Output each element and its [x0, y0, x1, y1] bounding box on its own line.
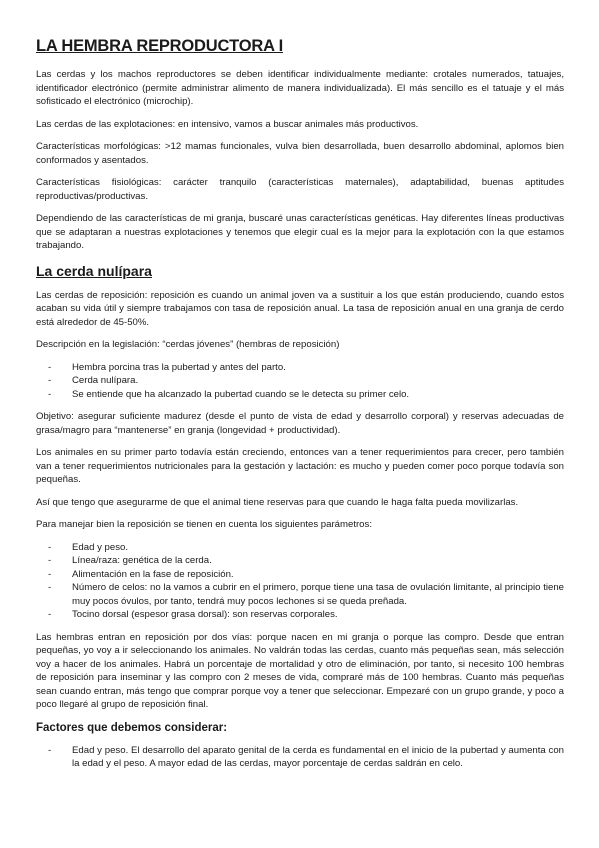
- factors-subheading: Factores que debemos considerar:: [36, 721, 228, 734]
- bullet-dash: -: [48, 555, 52, 566]
- list-item-text: Cerda nulípara.: [72, 375, 139, 386]
- bullet-dash: -: [48, 375, 52, 386]
- section-paragraph-7: Las hembras entran en reposición por dos vías: porque nacen en mi granja o porque las compro. Desde que entran pequeñas, yo voy a ir seleccionando los animales. No valdrán todas las cerdas, cuanto más pequeñas sean, más selección voy a hacer de los animales. Habrá un porcentaje de mortalidad y otro de eliminación, por tanto, si necesito 100 hembras de reposición para inseminar y las compro con 2 meses de vida, compraré más de 100 hembras. Cuanto más pequeñas sean cuando entran, más tengo que comprar porque voy a tener que seleccionar. Empezaré con un grupo grande, y poco a poco llegaré al grupo de reposición final.: [36, 631, 564, 710]
- intro-paragraph-3: Características morfológicas: >12 mamas funcionales, vulva bien desarrollada, buen desarrollo abdominal, aplomos bien conformados y asentados.: [36, 141, 564, 166]
- bullet-dash: -: [48, 388, 52, 400]
- bullet-dash: -: [48, 541, 52, 553]
- list-item: [36, 554, 564, 568]
- list-item-text: Tocino dorsal (espesor grasa dorsal): son reservas corporales.: [72, 609, 338, 620]
- list-item-text: Hembra porcina tras la pubertad y antes del parto.: [72, 361, 286, 373]
- intro-paragraph-2: Las cerdas de las explotaciones: en intensivo, vamos a buscar animales más productivos.: [36, 118, 419, 130]
- document-page: [36, 36, 564, 780]
- list-item-text: Edad y peso.: [72, 541, 129, 553]
- legislation-list: [36, 361, 564, 402]
- list-item: [36, 541, 564, 555]
- factors-list: [36, 744, 564, 771]
- list-item: [36, 608, 564, 622]
- section-heading: La cerda nulípara: [36, 262, 152, 279]
- list-item-text: Se entiende que ha alcanzado la pubertad cuando se le detecta su primer celo.: [72, 388, 410, 400]
- list-item: [36, 568, 564, 582]
- intro-paragraph-5: Dependiendo de las características de mi granja, buscaré unas características genéticas. Hay diferentes líneas productivas que se adaptaran a nuestras explotaciones y tenemos que elegir cual es la mejor para la explotación con la que estamos trabajando.: [36, 213, 564, 251]
- list-item: [36, 388, 564, 402]
- parameters-list: [36, 541, 564, 622]
- list-item: [36, 374, 564, 388]
- list-item: [36, 581, 564, 608]
- bullet-dash: -: [48, 361, 52, 373]
- list-item-text: Alimentación en la fase de reposición.: [72, 568, 234, 580]
- section-paragraph-4: Los animales en su primer parto todavía están creciendo, entonces van a tener requerimientos para crecer, pero también van a tener requerimientos nutricionales para la gestación y lactación: es mucho y pueden comer poco porque todavía son pequeñas.: [36, 447, 564, 485]
- section-paragraph-2: Descripción en la legislación: “cerdas jóvenes” (hembras de reposición): [36, 339, 340, 350]
- bullet-dash: -: [48, 609, 52, 620]
- list-item-text: Línea/raza: genética de la cerda.: [72, 555, 212, 566]
- list-item: [36, 361, 564, 375]
- bullet-dash: -: [48, 744, 52, 756]
- section-paragraph-5: Así que tengo que asegurarme de que el animal tiene reservas para que cuando le haga falta pueda movilizarlas.: [36, 496, 519, 508]
- intro-paragraph-1: Las cerdas y los machos reproductores se deben identificar individualmente mediante: crotales numerados, tatuajes, identificador electrónico (permite administrar alimento de manera individualizada). El más sencillo es el tatuaje y el más sofisticado el electrónico (microchip).: [36, 69, 564, 107]
- section-paragraph-3: Objetivo: asegurar suficiente madurez (desde el punto de vista de edad y desarrollo corporal) y reservas adecuadas de grasa/magro para “mantenerse” en granja (longevidad + productividad).: [36, 411, 564, 436]
- bullet-dash: -: [48, 568, 52, 580]
- list-item: [36, 744, 564, 771]
- list-item-text: Número de celos: no la vamos a cubrir en el primero, porque tiene una tasa de ovulación limitante, al principio tiene muy pocos óvulos, por tanto, tendrá muy pocos lechones si se queda preñada.: [72, 582, 564, 607]
- bullet-dash: -: [48, 582, 52, 593]
- section-paragraph-1: Las cerdas de reposición: reposición es cuando un animal joven va a sustituir a los que están produciendo, cuando estos acaban su vida útil y siempre trabajamos con tasa de reposición anual. La tasa de reposición anual en una granja de cerdo está alrededor de 45-50%.: [36, 289, 564, 328]
- document-title: LA HEMBRA REPRODUCTORA I: [36, 37, 283, 55]
- section-paragraph-6: Para manejar bien la reposición se tienen en cuenta los siguientes parámetros:: [36, 519, 372, 530]
- intro-paragraph-4: Características fisiológicas: carácter tranquilo (características maternales), adaptabilidad, buenas aptitudes reproductivas/productivas.: [36, 177, 564, 202]
- list-item-text: Edad y peso. El desarrollo del aparato genital de la cerda es fundamental en el inicio de la pubertad y aumenta con la edad y el peso. A mayor edad de las cerdas, mayor porcentaje de cerdas saldrán en celo.: [72, 744, 564, 769]
